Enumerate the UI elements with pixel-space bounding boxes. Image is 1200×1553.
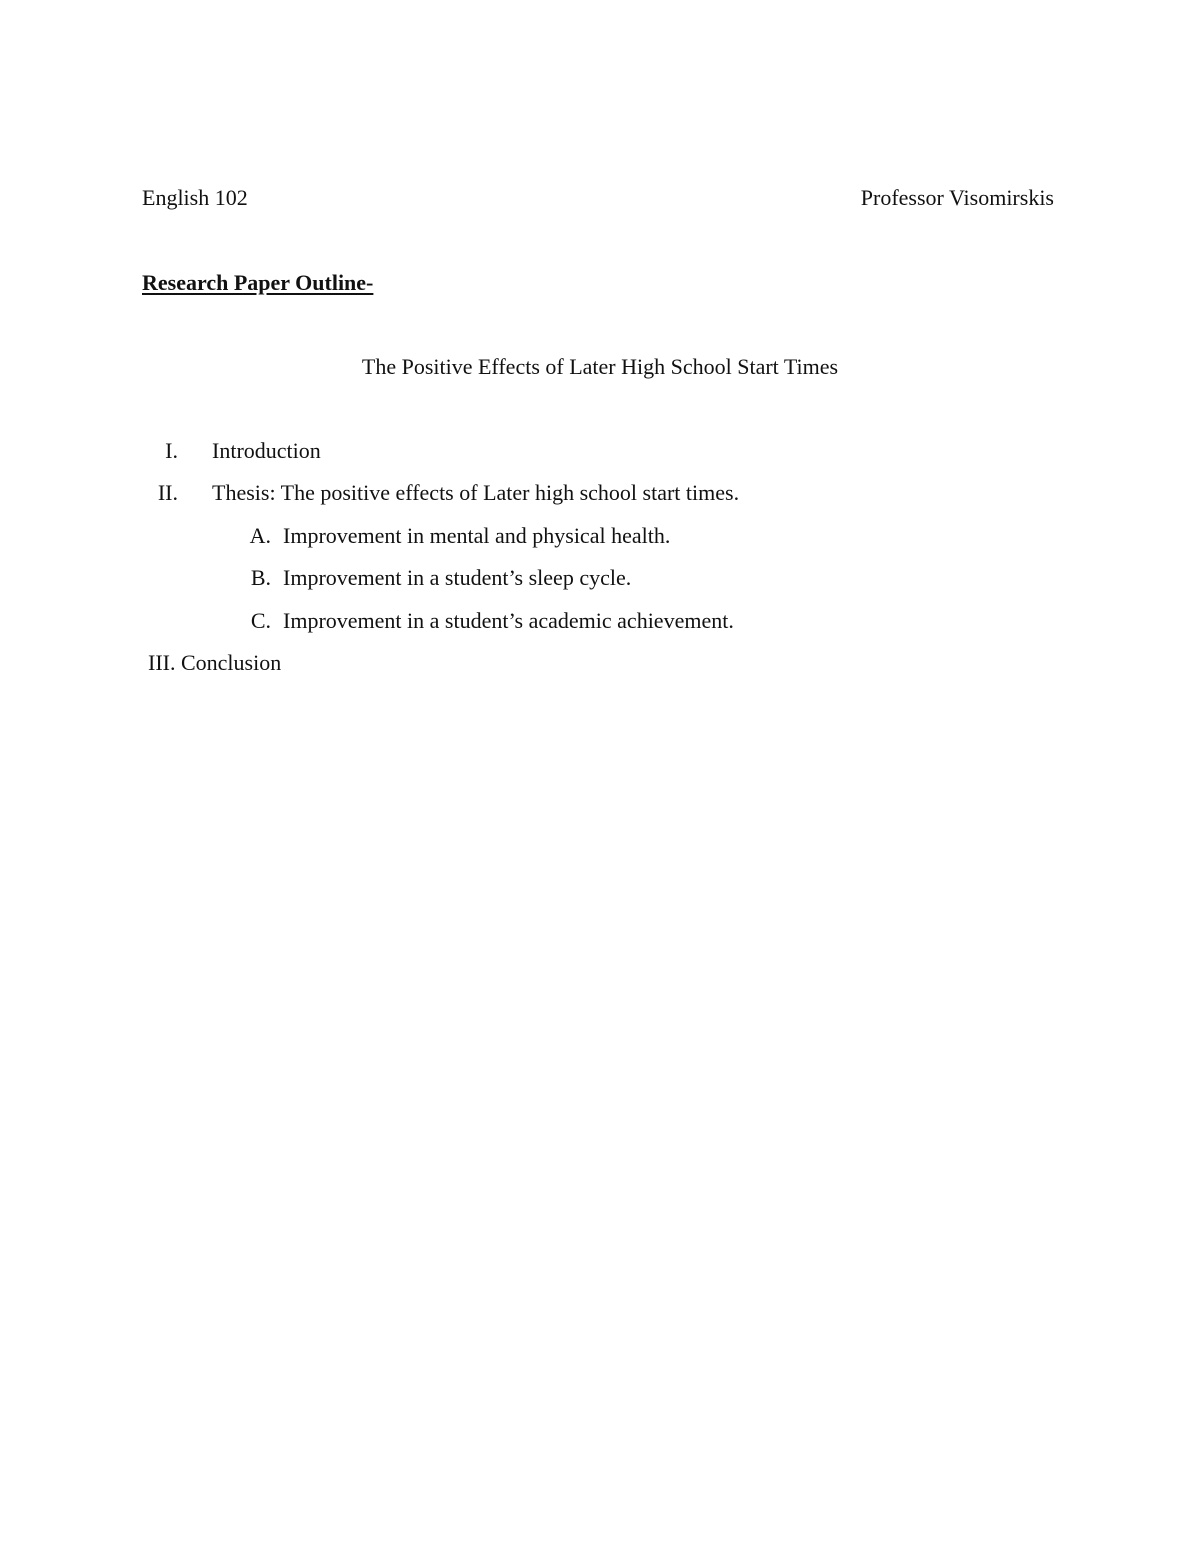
- outline-conclusion: III. Conclusion: [148, 650, 282, 675]
- paper-title: The Positive Effects of Later High School Start Times: [361, 354, 839, 379]
- outline-item-text: Introduction: [212, 438, 321, 463]
- course-name: English 102: [142, 185, 248, 210]
- outline-item-text: Thesis: The positive effects of Later high school start times.: [212, 480, 740, 505]
- outline-subitem-marker: B.: [250, 565, 271, 590]
- outline-item-marker: I.: [165, 438, 178, 463]
- outline-subitem-text: Improvement in a student’s academic achievement.: [283, 608, 734, 633]
- outline-heading: Research Paper Outline-: [142, 270, 374, 295]
- header-row: [142, 181, 1054, 215]
- outline-subitem-text: Improvement in mental and physical health.: [283, 523, 671, 548]
- outline-subitem-text: Improvement in a student’s sleep cycle.: [283, 565, 632, 590]
- instructor-name: Professor Visomirskis: [860, 185, 1054, 210]
- outline-item-marker: II.: [157, 480, 178, 505]
- outline-subitem-marker: C.: [250, 608, 271, 633]
- outline-subitem-marker: A.: [249, 523, 271, 548]
